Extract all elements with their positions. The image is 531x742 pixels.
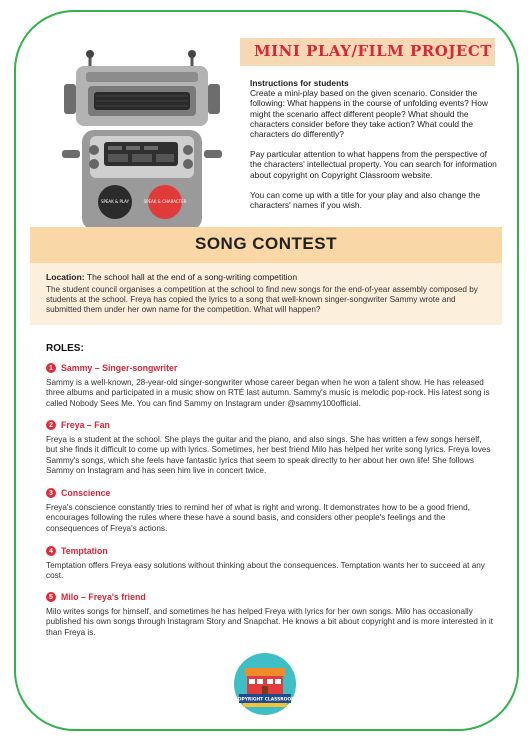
robot-illustration <box>60 50 230 235</box>
role-item <box>46 487 494 534</box>
scenario-text: The student council organises a competition at the school to find new songs for the end-of-year assembly composed by students at the school. Freya has copied the lyrics to a song that well-known singer-songwriter Sammy wrote and submitted them under her own name for the competition. What will happen? <box>46 285 478 315</box>
role-item <box>46 362 494 409</box>
robot-right-button-label: SPEAK & CHARACTER <box>143 199 187 204</box>
role-description: Temptation offers Freya easy solutions without thinking about the consequences. Temptation wants her to succeed at any cost. <box>46 561 485 581</box>
scenario-box <box>30 263 502 325</box>
instructions-heading: Instructions for students <box>250 78 349 88</box>
page-title: MINI PLAY/FILM PROJECT <box>254 42 492 60</box>
role-item <box>46 419 494 477</box>
role-item <box>46 545 494 582</box>
location-label: Location: <box>46 272 85 282</box>
role-number-badge: 3 <box>46 488 56 498</box>
contest-title-band <box>30 227 502 263</box>
role-description: Milo writes songs for himself, and sometimes he has helped Freya with lyrics for her own songs. Milo has occasionally published his own songs through Instagram Story and Snapchat. He knows a bit about copyright and is more interested in it than Freya is. <box>46 607 493 637</box>
role-item <box>46 591 494 638</box>
role-name: Freya – Fan <box>61 420 110 430</box>
copyright-classroom-logo <box>233 652 297 716</box>
role-number-badge: 1 <box>46 363 56 373</box>
role-description: Sammy is a well-known, 28-year-old singer-songwriter whose career began when he won a talent show. He has released three albums and participated in a music show on RTÉ last autumn. Sammy's music is melodic pop-rock. His latest song is called Nobody Sees Me. You can find Sammy on Instagram under @sammy100official. <box>46 378 490 408</box>
title-banner <box>240 38 495 66</box>
instructions-paragraph-3: You can come up with a title for your play and also change the characters' names if you wish. <box>250 189 481 211</box>
role-number-badge: 2 <box>46 420 56 430</box>
role-description: Freya is a student at the school. She plays the guitar and the piano, and also sings. She has written a few songs herself, but she finds it difficult to come up with lyrics. Sometimes, her best friend Milo has helped her write song lyrics. Freya loves Sammy's songs, which she feels have fantastic lyrics that seem to speak directly to her about her own life! She follows Sammy on Instagram and has seen him live in concert twice. <box>46 435 491 476</box>
roles-heading: ROLES: <box>46 343 84 354</box>
role-number-badge: 4 <box>46 546 56 556</box>
role-description: Freya's conscience constantly tries to remind her of what is right and wrong. It demonstrates how to be a good friend, encourages following the rules where these have a sound basis, and considers other people's feelings and the consequences of Freya's actions. <box>46 503 470 533</box>
role-name: Conscience <box>61 488 111 498</box>
role-name: Temptation <box>61 546 108 556</box>
instructions-paragraph-1: Create a mini-play based on the given scenario. Consider the following: What happens in the course of unfolding events? How might the scenario affect different people? What should the characters consider before they take action? What could the characters do differently? <box>250 88 488 140</box>
instructions-paragraph-2: Pay particular attention to what happens from the perspective of the characters' intellectual property. You can search for information about copyright on Copyright Classroom website. <box>250 149 497 180</box>
role-name: Sammy – Singer-songwriter <box>61 363 178 373</box>
contest-title: SONG CONTEST <box>194 234 337 253</box>
role-name: Milo – Freya's friend <box>61 592 146 602</box>
location-text: The school hall at the end of a song-writing competition <box>86 272 298 282</box>
role-number-badge: 5 <box>46 592 56 602</box>
location-line <box>46 272 297 282</box>
instructions-block <box>250 78 498 220</box>
robot-left-button-label: SPEAK & PLAY <box>100 199 130 204</box>
logo-text: COPYRIGHT CLASSROOM <box>234 697 296 703</box>
